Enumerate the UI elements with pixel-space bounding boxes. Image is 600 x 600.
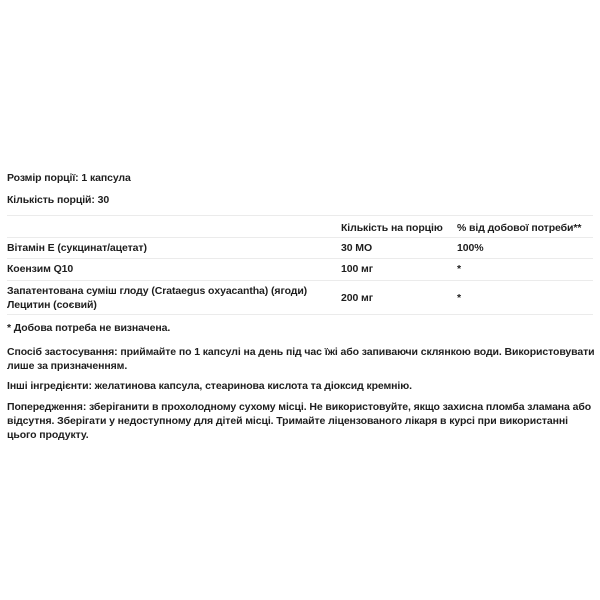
ingredient-name-line2: Лецитин (соєвий) — [7, 299, 97, 311]
divider — [7, 280, 593, 281]
ingredient-daily-value: * — [457, 263, 461, 275]
divider — [7, 258, 593, 259]
ingredient-daily-value: 100% — [457, 242, 484, 254]
serving-size: Розмір порції: 1 капсула — [7, 172, 131, 184]
ingredient-daily-value: * — [457, 292, 461, 304]
warning: Попередження: зберіганити в прохолодному сухому місці. Не використовуйте, якщо захисна пломба зламана або відсутня. Зберігати у недоступному для дітей місці. Тримайте ліцензованого лікаря в курсі при використанні цього продукту. — [7, 401, 592, 441]
ingredient-name: Коензим Q10 — [7, 263, 74, 275]
ingredient-amount: 30 МО — [341, 242, 373, 254]
ingredient-amount: 200 мг — [341, 292, 373, 304]
ingredient-name: Вітамін Е (сукцинат/ацетат) — [7, 242, 147, 254]
ingredient-amount: 100 мг — [341, 263, 373, 275]
divider — [7, 314, 593, 315]
divider — [7, 237, 593, 238]
other-ingredients: Інші інгредієнти: желатинова капсула, стеаринова кислота та діоксид кремнію. — [7, 380, 412, 392]
servings-per-container: Кількість порцій: 30 — [7, 194, 110, 206]
header-amount-per-serving: Кількість на порцію — [341, 222, 443, 234]
divider — [7, 215, 593, 216]
ingredient-name: Запатентована суміш глоду (Crataegus oxyacantha) (ягоди) — [7, 285, 308, 297]
footnote: * Добова потреба не визначена. — [7, 322, 171, 334]
usage-instructions: Спосіб застосування: приймайте по 1 капсулі на день під час їжі або запиваючи склянкою води. Використовувати лише за призначенням. — [7, 346, 595, 372]
header-daily-value: % від добової потреби** — [457, 222, 582, 234]
